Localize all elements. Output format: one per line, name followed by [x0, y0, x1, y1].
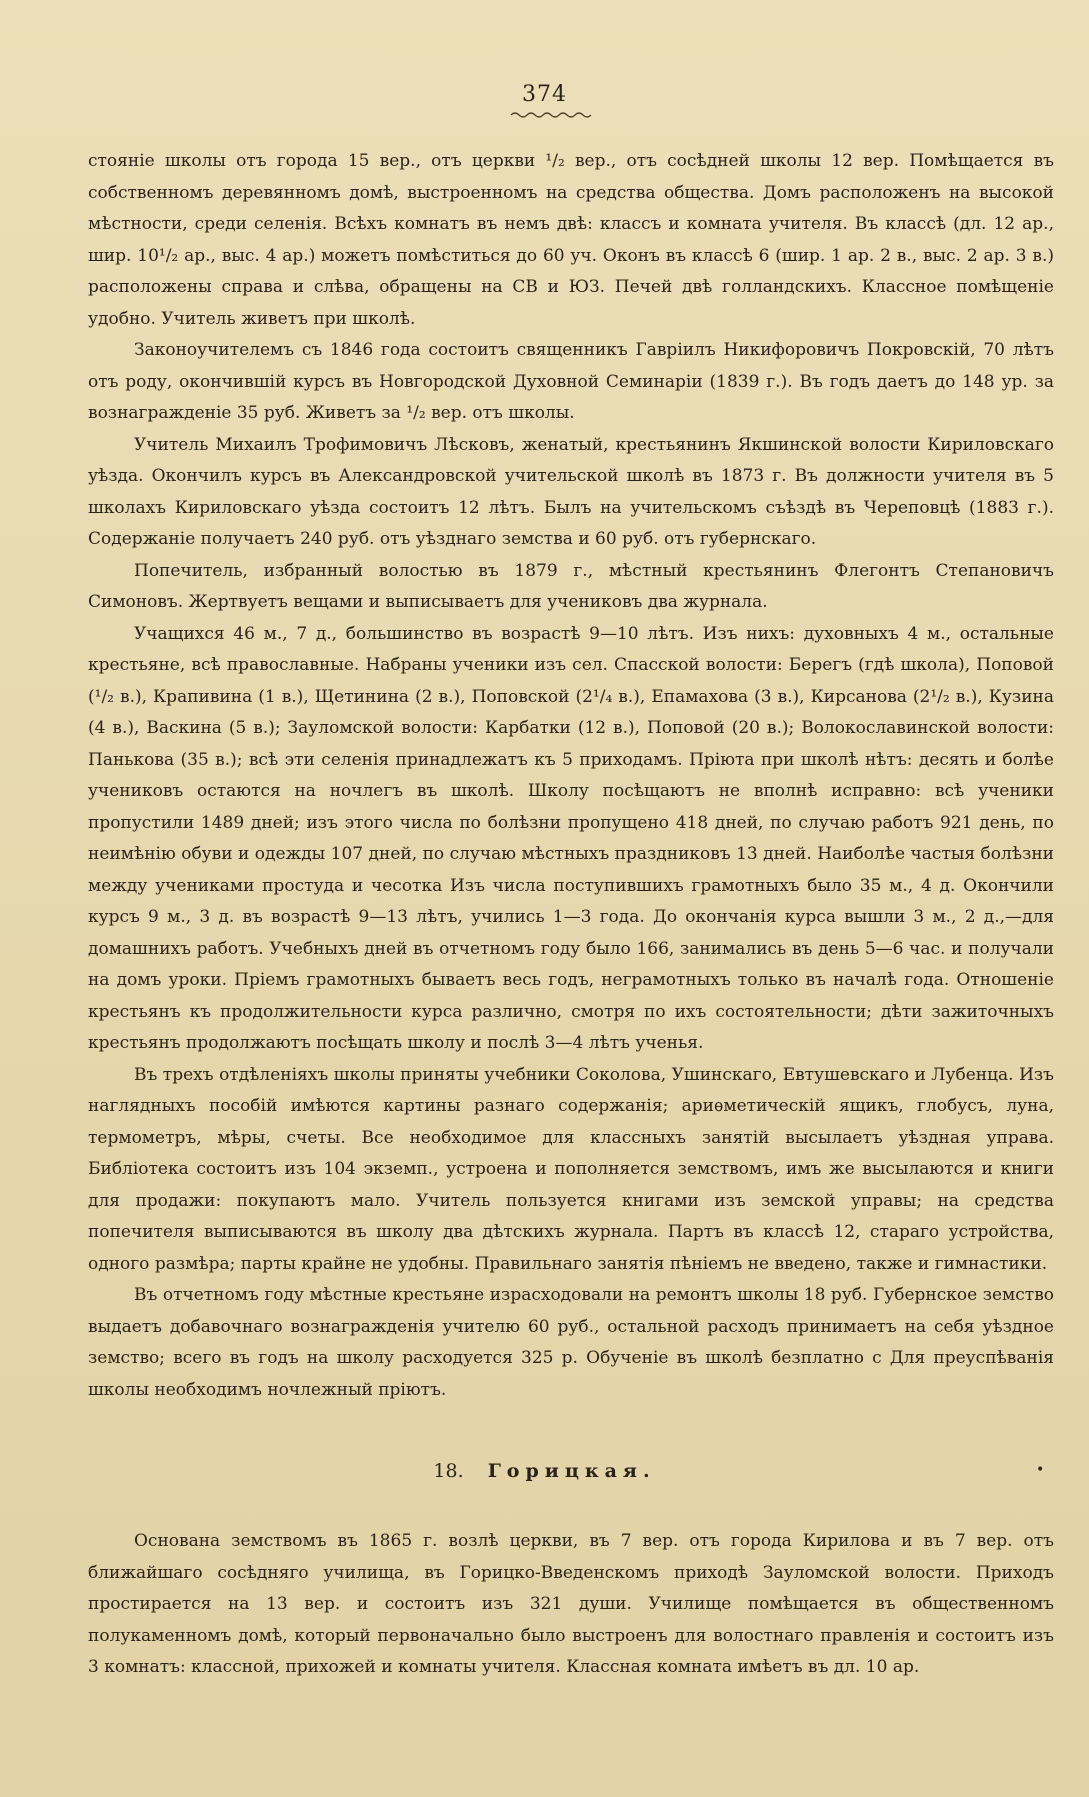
main-text	[88, 146, 1054, 1406]
paragraph-teacher: Учитель Михаилъ Трофимовичъ Лѣсковъ, женатый, крестьянинъ Якшинской волости Кириловскаго уѣзда. Окончилъ курсъ въ Александровской учительской школѣ въ 1873 г. Въ должности учителя въ 5 школахъ Кириловскаго уѣзда состоитъ 12 лѣтъ. Былъ на учительскомъ съѣздѣ въ Череповцѣ (1883 г.). Содержаніе получаетъ 240 руб. отъ уѣзднаго земства и 60 руб. отъ губернскаго.	[88, 434, 1054, 549]
page-number: 374	[522, 82, 567, 107]
paragraph-textbooks: Въ трехъ отдѣленіяхъ школы приняты учебники Соколова, Ушинскаго, Евтушевскаго и Лубенца. Изъ наглядныхъ пособій имѣются картины разнаго содержанія; ариѳметическій ящикъ, глобусъ, луна, термометръ, мѣры, счеты. Все необходимое для классныхъ занятій высылаетъ уѣздная управа. Библіотека состоитъ изъ 104 экземп., устроена и пополняется земствомъ, имъ же высылаются и книги для продажи: покупаютъ мало. Учитель пользуется книгами изъ земской управы; на средства попечителя выписываются въ школу два дѣтскихъ журнала. Партъ въ классѣ 12, стараго устройства, одного размѣра; парты крайне не удобны. Правильнаго занятія пѣніемъ не введено, также и гимнастики.	[88, 1064, 1054, 1274]
paragraph-gorickaya: Основана земствомъ въ 1865 г. возлѣ церкви, въ 7 вер. отъ города Кирилова и въ 7 вер. отъ ближайшаго сосѣдняго училища, въ Горицко-Введенскомъ приходѣ Зауломской волости. Приходъ простирается на 13 вер. и состоитъ изъ 321 души. Училище помѣщается въ общественномъ полукаменномъ домѣ, который первоначально было выстроенъ для волостнаго правленія и состоитъ изъ 3 комнатъ: классной, прихожей и комнаты учителя. Классная комната имѣетъ въ дл. 10 ар.	[88, 1531, 1054, 1677]
section-title: Горицкая.	[487, 1460, 656, 1482]
print-speck: •	[1036, 1462, 1045, 1478]
section-text	[88, 1526, 1054, 1684]
paragraph-building: стояніе школы отъ города 15 вер., отъ церкви ¹/₂ вер., отъ сосѣдней школы 12 вер. Помѣщается въ собственномъ деревянномъ домѣ, выстроенномъ на средства общества. Домъ расположенъ на высокой мѣстности, среди селенія. Всѣхъ комнатъ въ немъ двѣ: классъ и комната учителя. Въ классѣ (дл. 12 ар., шир. 10¹/₂ ар., выс. 4 ар.) можетъ помѣститься до 60 уч. Оконъ въ классѣ 6 (шир. 1 ар. 2 в., выс. 2 ар. 3 в.) расположены справа и слѣва, обращены на СВ и ЮЗ. Печей двѣ голландскихъ. Классное помѣщеніе удобно. Учитель живетъ при школѣ.	[88, 151, 1054, 329]
paragraph-trustee: Попечитель, избранный волостью въ 1879 г., мѣстный крестьянинъ Флегонтъ Степановичъ Симоновъ. Жертвуетъ вещами и выписываетъ для учениковъ два журнала.	[88, 560, 1054, 612]
paragraph-expenses: Въ отчетномъ году мѣстные крестьяне израсходовали на ремонтъ школы 18 руб. Губернское земство выдаетъ добавочнаго вознагражденія учителю 60 руб., остальной расходъ принимаетъ на себя уѣздное земство; всего въ годъ на школу расходуется 325 р. Обученіе въ школѣ безплатно с Для преуспѣванія школы необходимъ ночлежный пріютъ.	[88, 1285, 1054, 1400]
decorative-rule	[510, 110, 592, 120]
section-heading	[0, 1460, 1089, 1482]
section-number: 18.	[433, 1460, 464, 1482]
paragraph-students: Учащихся 46 м., 7 д., большинство въ возрастѣ 9—10 лѣтъ. Изъ нихъ: духовныхъ 4 м., остальные крестьяне, всѣ православные. Набраны ученики изъ сел. Спасской волости: Берегъ (гдѣ школа), Поповой (¹/₂ в.), Крапивина (1 в.), Щетинина (2 в.), Поповской (2¹/₄ в.), Епамахова (3 в.), Кирсанова (2¹/₂ в.), Кузина (4 в.), Васкина (5 в.); Зауломской волости: Карбатки (12 в.), Поповой (20 в.); Волокославинской волости: Панькова (35 в.); всѣ эти селенія принадлежатъ къ 5 приходамъ. Пріюта при школѣ нѣтъ: десять и болѣе учениковъ остаются на ночлегъ въ школѣ. Школу посѣщаютъ не вполнѣ исправно: всѣ ученики пропустили 1489 дней; изъ этого числа по болѣзни пропущено 418 дней, по случаю работъ 921 день, по неимѣнію обуви и одежды 107 дней, по случаю мѣстныхъ праздниковъ 13 дней. Наиболѣе частыя болѣзни между учениками простуда и чесотка Изъ числа поступившихъ грамотныхъ было 35 м., 4 д. Окончили курсъ 9 м., 3 д. въ возрастѣ 9—13 лѣтъ, учились 1—3 года. До окончанія курса вышли 3 м., 2 д.,—для домашнихъ работъ. Учебныхъ дней въ отчетномъ году было 166, занимались въ день 5—6 час. и получали на домъ уроки. Пріемъ грамотныхъ бываетъ весь годъ, неграмотныхъ только въ началѣ года. Отношеніе крестьянъ къ продолжительности курса различно, смотря по ихъ состоятельности; дѣти зажиточныхъ крестьянъ продолжаютъ посѣщать школу и послѣ 3—4 лѣтъ ученья.	[88, 623, 1054, 1053]
paragraph-religion-teacher: Законоучителемъ съ 1846 года состоитъ священникъ Гавріилъ Никифоровичъ Покровскій, 70 лѣтъ отъ роду, окончившій курсъ въ Новгородской Духовной Семинаріи (1839 г.). Въ годъ даетъ до 148 ур. за вознагражденіе 35 руб. Живетъ за ¹/₂ вер. отъ школы.	[88, 340, 1054, 423]
